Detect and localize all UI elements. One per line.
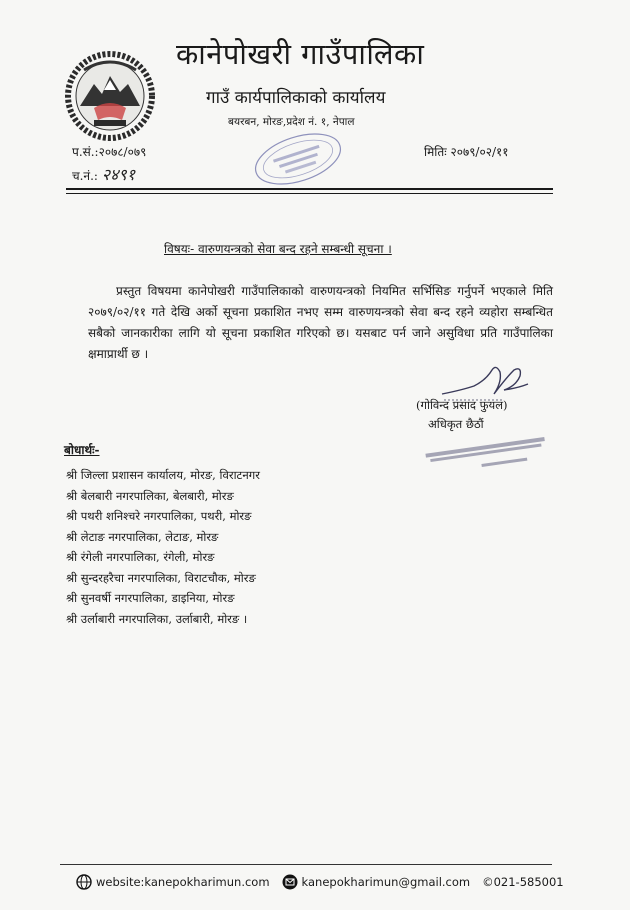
globe-icon [76,874,92,890]
footer-email[interactable]: kanepokharimun@gmail.com [301,875,471,889]
letter-date: मितिः २०७९/०२/११ [424,145,509,159]
footer-contact [76,872,564,892]
phone-icon: © [482,875,494,889]
copy-to-item: श्री सुनवर्षी नगरपालिका, डाइनिया, मोरङ [66,591,235,605]
footer-phone: 021-585001 [493,875,564,889]
copy-to-item: श्री जिल्ला प्रशासन कार्यालय, मोरङ, विराटनगर [66,468,260,482]
office-stamp [248,130,348,188]
copy-to-label: बोधार्थः- [64,443,100,457]
dispatch-number-value: २४९१ [101,165,136,184]
office-subtitle: गाउँ कार्यपालिकाको कार्यालय [206,88,386,108]
footer-website[interactable]: website:kanepokharimun.com [96,875,270,889]
dispatch-number-label: च.नं.: [72,169,98,183]
copy-to-item: श्री सुन्दरहरैचा नगरपालिका, विराटचौक, मोरङ [66,570,256,585]
copy-to-item: श्री रंगेली नगरपालिका, रंगेली, मोरङ [66,550,215,564]
dispatch-number [72,163,135,185]
reference-number: प.सं.:२०७८/०७९ [72,145,147,159]
letter-body: प्रस्तुत विषयमा कानेपोखरी गाउँपालिकाको वारुणयन्त्रको नियमित सर्भिसिङ गर्नुपर्ने भएकाले मिति २०७९/०२/११ गते देखि अर्को सूचना प्रकाशित नभए सम्म वारुणयन्त्रको सेवा बन्द रहने व्यहोरा सम्बन्धित सबैको जानकारीका लागि यो सूचना प्रकाशित गरिएको छ। यसबाट पर्न जाने असुविधा प्रति गाउँपालिका क्षमाप्रार्थी छ । [88,284,553,361]
signatory-title: अधिकृत छैठौं [428,417,484,431]
email-icon [282,874,298,890]
office-address: बयरबन, मोरङ,प्रदेश नं. १, नेपाल [228,116,355,128]
letter-subject: विषयः- वारुणयन्त्रको सेवा बन्द रहने सम्बन्धी सूचना । [164,242,392,256]
copy-to-item: श्री पथरी शनिश्चरे नगरपालिका, पथरी, मोरङ [66,509,252,523]
nepal-government-emblem [64,50,156,142]
copy-to-item: श्री बेलबारी नगरपालिका, बेलबारी, मोरङ [66,488,234,503]
copy-to-item: श्री लेटाङ नगरपालिका, लेटाङ, मोरङ [66,529,219,544]
header-divider-thin [66,193,553,194]
copy-to-item: श्री उर्लाबारी नगरपालिका, उर्लाबारी, मोरङ । [66,611,248,626]
header-divider [66,188,553,190]
copy-to-list [66,465,260,629]
signatory-name: (गोविन्द प्रसाद फुयल) [416,398,508,412]
signatory-name-stamp [420,428,570,478]
office-title: कानेपोखरी गाउँपालिका [176,37,425,71]
footer-divider [60,864,552,865]
